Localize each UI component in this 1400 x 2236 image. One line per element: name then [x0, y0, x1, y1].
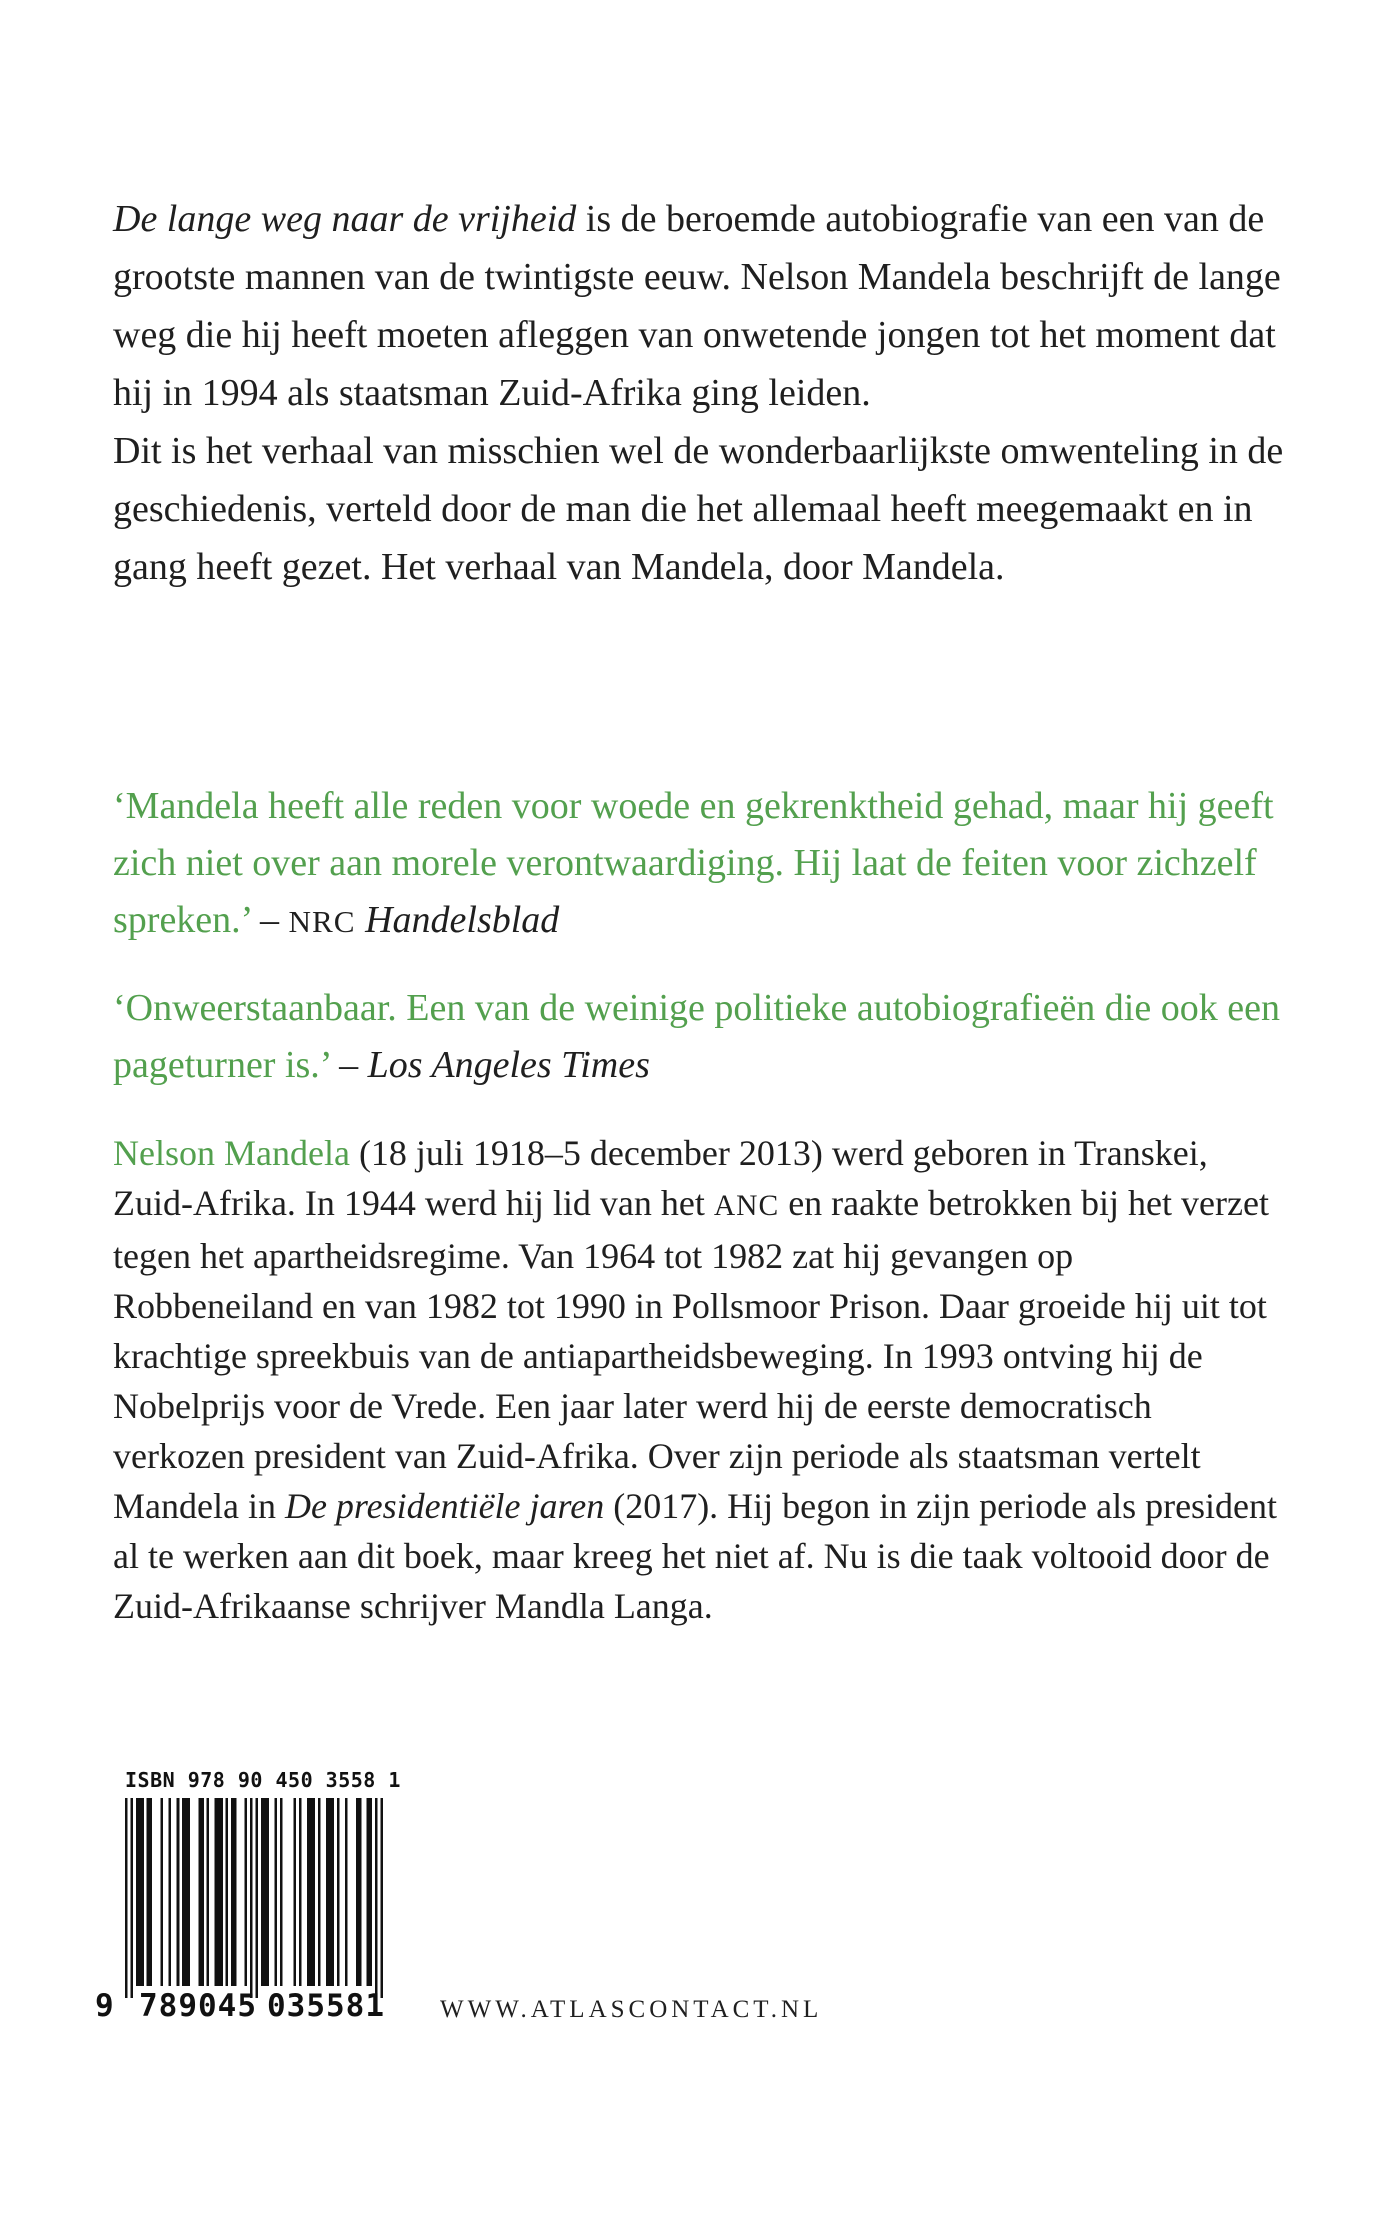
- book-title-italic: De lange weg naar de vrijheid: [113, 198, 577, 240]
- isbn-barcode: [95, 1768, 401, 2030]
- ean13-barcode-bars: [125, 1798, 383, 1998]
- ean-right-group: 035581: [267, 1988, 385, 2024]
- org-name-caps: ANC: [713, 1190, 780, 1222]
- synopsis-paragraph-1: [113, 190, 1298, 422]
- quote-separator: –: [250, 899, 289, 941]
- quote-source-italic: Los Angeles Times: [367, 1044, 650, 1086]
- bio-paragraph: [113, 1128, 1278, 1631]
- quote-separator: –: [329, 1044, 368, 1086]
- press-quote-nrc-handelsblad: [113, 778, 1298, 950]
- ean-left-group: 789045: [139, 1988, 257, 2024]
- ean-first-digit: 9: [95, 1988, 114, 2024]
- quote-text: ‘Mandela heeft alle reden voor woede en gekrenktheid gehad, maar hij geeft zich niet over aan morele verontwaardiging. Hij laat de feiten voor zichzelf spreken.’: [113, 785, 1274, 941]
- isbn-number: ISBN 978 90 450 3558 1: [125, 1768, 401, 1792]
- quote-source-caps: NRC: [288, 904, 356, 939]
- author-bio: [113, 1128, 1278, 1631]
- author-name: Nelson Mandela: [113, 1133, 350, 1173]
- ean13-digits: [95, 1988, 395, 2030]
- related-book-title-italic: De presidentiële jaren: [284, 1486, 605, 1526]
- quote-paragraph: [113, 778, 1298, 950]
- synopsis-paragraph-2: Dit is het verhaal van misschien wel de wonderbaarlijkste omwenteling in de geschiedenis, verteld door de man die het allemaal heeft meegemaakt en in gang heeft gezet. Het verhaal van Mandela, door Mandela.: [113, 430, 1284, 588]
- bio-text-2: en raakte betrokken bij het verzet tegen het apartheidsregime. Van 1964 tot 1982 zat hij gevangen op Robbeneiland en van 1982 tot 1990 in Pollsmoor Prison. Daar groeide hij uit tot krachtige spreekbuis van de antiapartheidsbeweging. In 1993 ontving hij de Nobelprijs voor de Vrede. Een jaar later werd hij de eerste democratisch verkozen president van Zuid-Afrika. Over zijn periode als staatsman vertelt Mandela in: [113, 1183, 1269, 1526]
- synopsis-text-1: is de beroemde autobiografie van een van de grootste mannen van de twintigste eeuw. Nelson Mandela beschrijft de lange weg die hij heeft moeten afleggen van onwetende jongen tot het moment dat hij in 1994 als staatsman Zuid-Afrika ging leiden.: [113, 198, 1281, 414]
- publisher-website: WWW.ATLASCONTACT.NL: [440, 1996, 823, 2023]
- quote-text: ‘Onweerstaanbaar. Een van de weinige politieke autobiografieën die ook een pageturner is.’: [113, 987, 1280, 1086]
- synopsis: [113, 190, 1298, 596]
- quote-source-italic: Handelsblad: [355, 899, 560, 941]
- bio-text-1: (18 juli 1918–5 december 2013) werd geboren in Transkei, Zuid-Afrika. In 1944 werd hij lid van het: [113, 1133, 1208, 1223]
- bio-text-3: (2017). Hij begon in zijn periode als president al te werken aan dit boek, maar kreeg het niet af. Nu is die taak voltooid door de Zuid-Afrikaanse schrijver Mandla Langa.: [113, 1486, 1278, 1626]
- press-quote-los-angeles-times: [113, 980, 1298, 1095]
- quote-paragraph: [113, 980, 1298, 1095]
